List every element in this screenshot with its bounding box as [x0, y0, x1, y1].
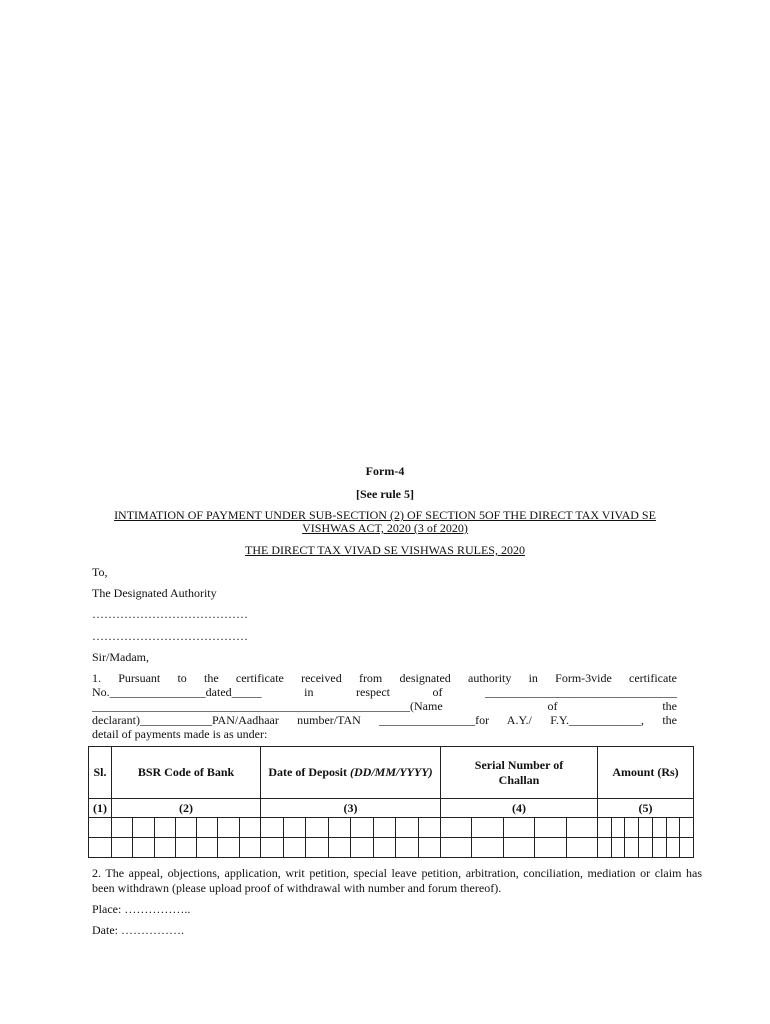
address-dots-1: ………………………………… [92, 607, 248, 621]
table-row [89, 838, 694, 858]
form-title-line2: VISHWAS ACT, 2020 (3 of 2020) [302, 521, 468, 535]
rule-reference: [See rule 5] [356, 487, 414, 501]
form-subtitle: THE DIRECT TAX VIVAD SE VISHWAS RULES, 2020 [245, 543, 525, 557]
header-date-label: Date of Deposit [268, 765, 350, 779]
date-field: Date: ……………. [92, 923, 184, 937]
header-amount: Amount (Rs) [598, 747, 694, 799]
table-row [89, 818, 694, 838]
date-boxes[interactable] [261, 818, 441, 838]
payment-table [88, 746, 694, 858]
header-date-of-deposit [261, 747, 441, 799]
amount-boxes[interactable] [598, 818, 694, 838]
bsr-code-boxes[interactable] [112, 838, 261, 858]
table-header-row [89, 747, 694, 799]
col-number-5: (5) [598, 799, 694, 818]
designated-authority: The Designated Authority [92, 586, 217, 600]
salutation: Sir/Madam, [92, 650, 149, 664]
to-label: To, [92, 565, 108, 579]
header-bsr-code: BSR Code of Bank [112, 747, 261, 799]
challan-serial-boxes[interactable] [441, 838, 598, 858]
header-date-format: (DD/MM/YYYY) [350, 765, 433, 779]
col-number-2: (2) [112, 799, 261, 818]
para1-line1: 1. Pursuant to the certificate received from designated authority in Form-3vide certificate [92, 671, 677, 685]
date-boxes[interactable] [261, 838, 441, 858]
form-title-line1: INTIMATION OF PAYMENT UNDER SUB-SECTION (2) OF SECTION 5OF THE DIRECT TAX VIVAD SE [114, 508, 656, 522]
form-number: Form-4 [365, 464, 405, 478]
amount-boxes[interactable] [598, 838, 694, 858]
para1-line4: declarant)____________PAN/Aadhaar number/TAN ________________for A.Y./ F.Y.____________, the [92, 713, 677, 727]
place-field: Place: …………….. [92, 902, 191, 916]
address-dots-2: ………………………………… [92, 629, 248, 643]
para1-line2: No.________________dated_____ in respect of ________________________________ [92, 685, 677, 699]
para1-line5: detail of payments made is as under: [92, 727, 268, 741]
bsr-code-boxes[interactable] [112, 818, 261, 838]
withdrawal-paragraph: 2. The appeal, objections, application, writ petition, special leave petition, arbitration, conciliation, mediation or claim has been withdrawn (please upload proof of withdrawal with number and forum thereof). [92, 866, 702, 895]
challan-serial-boxes[interactable] [441, 818, 598, 838]
column-number-row [89, 799, 694, 818]
header-serial-number: Serial Number of Challan [441, 747, 598, 799]
para1-line3: _____________________________________________________(Name of the [92, 699, 677, 713]
sl-input-cell[interactable] [89, 818, 112, 838]
col-number-3: (3) [261, 799, 441, 818]
col-number-4: (4) [441, 799, 598, 818]
col-number-1: (1) [89, 799, 112, 818]
sl-input-cell[interactable] [89, 838, 112, 858]
header-sl: Sl. [89, 747, 112, 799]
